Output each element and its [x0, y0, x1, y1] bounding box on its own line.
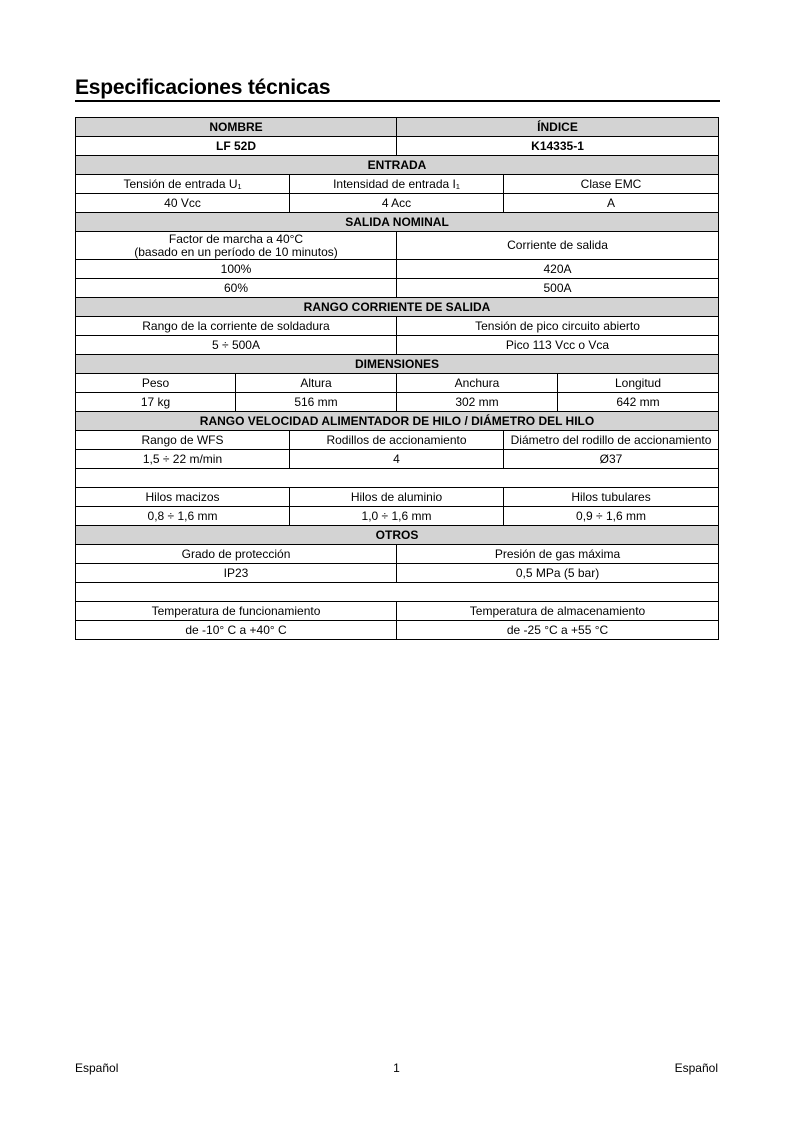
rango-v2: Pico 113 Vcc o Vca	[397, 336, 719, 355]
entrada-h3: Clase EMC	[504, 175, 719, 194]
hilo-v3: Ø37	[504, 450, 719, 469]
salida-current: 500A	[397, 279, 719, 298]
dim-v4: 642 mm	[558, 393, 719, 412]
model-row	[76, 137, 719, 156]
section-salida: SALIDA NOMINAL	[76, 213, 719, 232]
table-row	[76, 393, 719, 412]
hilo-h6: Hilos tubulares	[504, 488, 719, 507]
entrada-h2: Intensidad de entrada I₁	[290, 175, 504, 194]
table-row	[76, 564, 719, 583]
table-row	[76, 336, 719, 355]
otros-h1: Grado de protección	[76, 545, 397, 564]
table-row	[76, 175, 719, 194]
hilo-v4: 0,8 ÷ 1,6 mm	[76, 507, 290, 526]
section-entrada: ENTRADA	[76, 156, 719, 175]
table-row	[76, 194, 719, 213]
page-title: Especificaciones técnicas	[75, 75, 720, 102]
section-otros: OTROS	[76, 526, 719, 545]
table-row	[76, 602, 719, 621]
header-nombre: NOMBRE	[76, 118, 397, 137]
footer-language-right: Español	[674, 1061, 718, 1075]
table-row	[76, 545, 719, 564]
model-name: LF 52D	[76, 137, 397, 156]
specifications-table	[75, 117, 719, 640]
entrada-v1: 40 Vcc	[76, 194, 290, 213]
table-row	[76, 317, 719, 336]
table-row	[76, 450, 719, 469]
footer-page-number: 1	[393, 1061, 400, 1075]
salida-duty: 60%	[76, 279, 397, 298]
table-row	[76, 374, 719, 393]
blank-row	[76, 469, 719, 488]
blank-cell	[76, 583, 719, 602]
hilo-h4: Hilos macizos	[76, 488, 290, 507]
otros-h3: Temperatura de funcionamiento	[76, 602, 397, 621]
blank-row	[76, 583, 719, 602]
dim-h3: Anchura	[397, 374, 558, 393]
entrada-h1: Tensión de entrada U₁	[76, 175, 290, 194]
dim-v1: 17 kg	[76, 393, 236, 412]
hilo-h2: Rodillos de accionamiento	[290, 431, 504, 450]
entrada-v2: 4 Acc	[290, 194, 504, 213]
salida-current: 420A	[397, 260, 719, 279]
table-row	[76, 507, 719, 526]
hilo-v5: 1,0 ÷ 1,6 mm	[290, 507, 504, 526]
footer-language-left: Español	[75, 1061, 119, 1075]
salida-h2: Corriente de salida	[397, 232, 719, 260]
rango-h2: Tensión de pico circuito abierto	[397, 317, 719, 336]
dim-v2: 516 mm	[236, 393, 397, 412]
table-row	[76, 488, 719, 507]
otros-v1: IP23	[76, 564, 397, 583]
table-row	[76, 260, 719, 279]
hilo-v2: 4	[290, 450, 504, 469]
dim-h1: Peso	[76, 374, 236, 393]
table-row	[76, 279, 719, 298]
blank-cell	[76, 469, 719, 488]
entrada-v3: A	[504, 194, 719, 213]
dim-h4: Longitud	[558, 374, 719, 393]
salida-duty: 100%	[76, 260, 397, 279]
salida-h1-line1: Factor de marcha a 40°C	[168, 231, 304, 246]
table-row	[76, 621, 719, 640]
section-rango: RANGO CORRIENTE DE SALIDA	[76, 298, 719, 317]
otros-v3: de -10° C a +40° C	[76, 621, 397, 640]
dim-v3: 302 mm	[397, 393, 558, 412]
rango-v1: 5 ÷ 500A	[76, 336, 397, 355]
salida-h1-line2: (basado en un período de 10 minutos)	[134, 244, 338, 259]
section-dimensiones: DIMENSIONES	[76, 355, 719, 374]
header-indice: ÍNDICE	[397, 118, 719, 137]
hilo-h3: Diámetro del rodillo de accionamiento	[504, 431, 719, 450]
dim-h2: Altura	[236, 374, 397, 393]
header-row	[76, 118, 719, 137]
otros-v4: de -25 °C a +55 °C	[397, 621, 719, 640]
table-row	[76, 431, 719, 450]
table-row	[76, 232, 719, 260]
hilo-v6: 0,9 ÷ 1,6 mm	[504, 507, 719, 526]
hilo-h5: Hilos de aluminio	[290, 488, 504, 507]
model-index: K14335-1	[397, 137, 719, 156]
hilo-h1: Rango de WFS	[76, 431, 290, 450]
otros-h2: Presión de gas máxima	[397, 545, 719, 564]
salida-h1	[76, 232, 397, 260]
hilo-v1: 1,5 ÷ 22 m/min	[76, 450, 290, 469]
section-hilo: RANGO VELOCIDAD ALIMENTADOR DE HILO / DIÁMETRO DEL HILO	[76, 412, 719, 431]
rango-h1: Rango de la corriente de soldadura	[76, 317, 397, 336]
otros-h4: Temperatura de almacenamiento	[397, 602, 719, 621]
otros-v2: 0,5 MPa (5 bar)	[397, 564, 719, 583]
